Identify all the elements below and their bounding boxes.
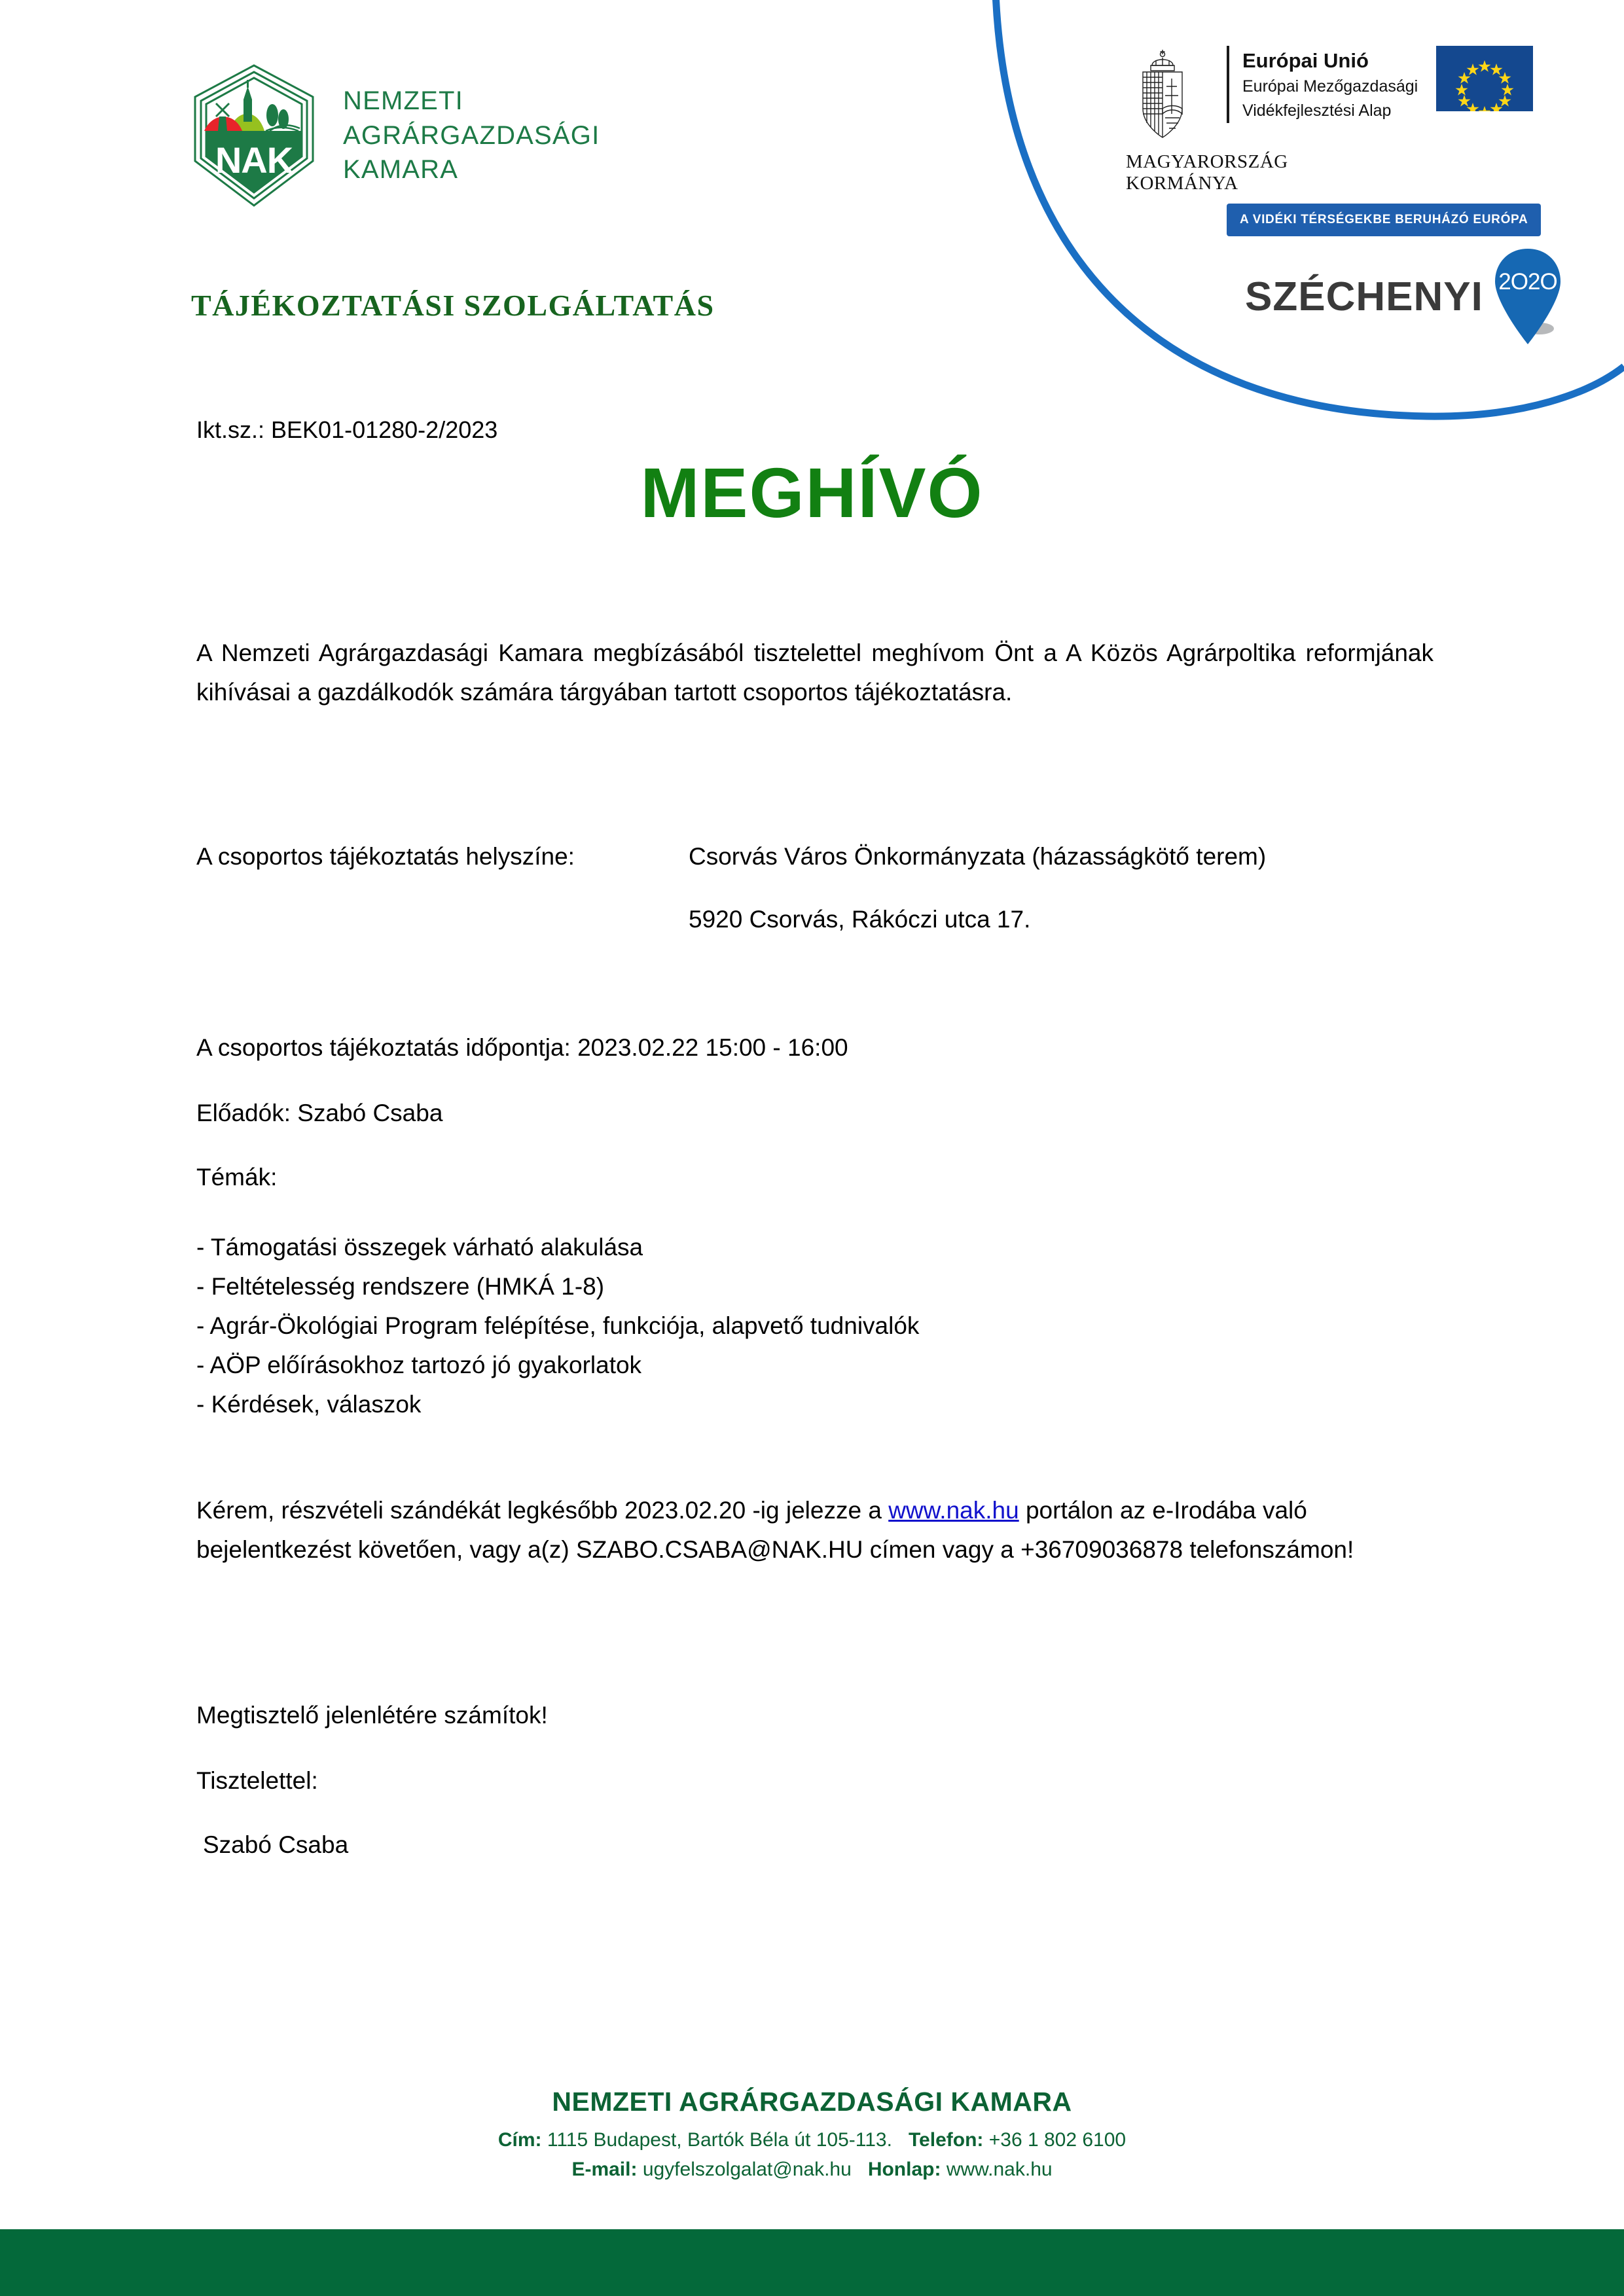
szechenyi-wordmark: SZÉCHENYI (1245, 274, 1483, 319)
list-item: - Kérdések, válaszok (196, 1390, 422, 1418)
reference-number: Ikt.sz.: BEK01-01280-2/2023 (196, 416, 498, 443)
venue-address: 5920 Csorvás, Rákóczi utca 17. (689, 906, 1031, 933)
speakers: Előadók: Szabó Csaba (196, 1100, 443, 1126)
nak-portal-link[interactable]: www.nak.hu (888, 1497, 1019, 1524)
svg-text:2O2O: 2O2O (1498, 269, 1557, 295)
footer-web-value: www.nak.hu (946, 2159, 1053, 2180)
topics-label: Témák: (196, 1164, 278, 1191)
event-datetime: A csoportos tájékoztatás időpontja: 2023.02.22 15:00 - 16:00 (196, 1034, 848, 1061)
footer-address-value: 1115 Budapest, Bartók Béla út 105-113. (547, 2129, 892, 2151)
signature-name: Szabó Csaba (203, 1831, 349, 1858)
footer-phone-value: +36 1 802 6100 (988, 2129, 1127, 2151)
list-item: - AÖP előírásokhoz tartozó jó gyakorlatok (196, 1351, 642, 1378)
footer-organization: NEMZETI AGRÁRGAZDASÁGI KAMARA (552, 2087, 1072, 2117)
list-item: - Agrár-Ökológiai Program felépítése, funkciója, alapvető tudnivalók (196, 1312, 920, 1339)
footer-green-bar (0, 2229, 1624, 2296)
nak-emblem-icon (189, 63, 319, 208)
szechenyi-map-pin-icon (1492, 247, 1563, 346)
page-footer (0, 2087, 1624, 2184)
eu-title: Európai Unió (1242, 49, 1369, 73)
hu-gov-line-1: MAGYARORSZÁG (1126, 151, 1288, 172)
venue-label: A csoportos tájékoztatás helyszíne: (196, 843, 575, 870)
footer-contact-line-1 (0, 2125, 1624, 2155)
eu-funding-logos (1126, 46, 1541, 236)
service-heading: TÁJÉKOZTATÁSI SZOLGÁLTATÁS (191, 289, 715, 322)
footer-phone-label: Telefon: (908, 2129, 984, 2151)
nak-wordmark-line-2: AGRÁRGAZDASÁGI (343, 120, 600, 150)
footer-contact-line-2 (0, 2155, 1624, 2184)
hungary-coat-of-arms-icon (1126, 46, 1199, 144)
eu-fund-line-1: Európai Mezőgazdasági (1242, 77, 1418, 96)
registration-text-before: Kérem, részvételi szándékát legkésőbb 2023.02.20 -ig jelezze a (196, 1497, 889, 1524)
venue-value: Csorvás Város Önkormányzata (házasságkötő terem) (689, 843, 1267, 870)
szechenyi-2020-logo (1245, 247, 1563, 346)
footer-web-label: Honlap: (867, 2159, 941, 2180)
footer-email-value: ugyfelszolgalat@nak.hu (642, 2159, 852, 2180)
nak-wordmark (343, 84, 600, 187)
closing-line-2: Tisztelettel: (196, 1767, 318, 1794)
page-title: MEGHÍVÓ (640, 453, 984, 532)
registration-text-after: portálon az e-Irodába való bejelentkezést követően, vagy a(z) SZABO.CSABA@NAK.HU címen vagy a +36709036878 telefonszámon! (196, 1497, 1354, 1563)
footer-email-label: E-mail: (571, 2159, 638, 2180)
nak-logo (189, 63, 600, 208)
topics-list (196, 1228, 919, 1424)
registration-paragraph (196, 1491, 1440, 1570)
list-item: - Támogatási összegek várható alakulása (196, 1234, 643, 1261)
nak-wordmark-line-1: NEMZETI (343, 86, 463, 115)
svg-text:NAK: NAK (215, 139, 293, 181)
eu-fund-line-2: Vidékfejlesztési Alap (1242, 101, 1392, 120)
eu-flag-icon (1436, 46, 1533, 111)
hungary-government-label (1126, 151, 1288, 194)
nak-wordmark-line-3: KAMARA (343, 155, 459, 185)
hu-gov-line-2: KORMÁNYA (1126, 173, 1238, 194)
footer-address-label: Cím: (497, 2129, 542, 2151)
closing-line-1: Megtisztelő jelenlétére számítok! (196, 1702, 548, 1729)
eu-blue-banner: A VIDÉKI TÉRSÉGEKBE BERUHÁZÓ EURÓPA (1227, 204, 1541, 236)
intro-paragraph: A Nemzeti Agrárgazdasági Kamara megbízásából tisztelettel meghívom Önt a A Közös Agrárpoltika reformjának kihívásai a gazdálkodók számára tárgyában tartott csoportos tájékoztatásra. (196, 639, 1434, 706)
list-item: - Feltételesség rendszere (HMKÁ 1-8) (196, 1272, 605, 1300)
